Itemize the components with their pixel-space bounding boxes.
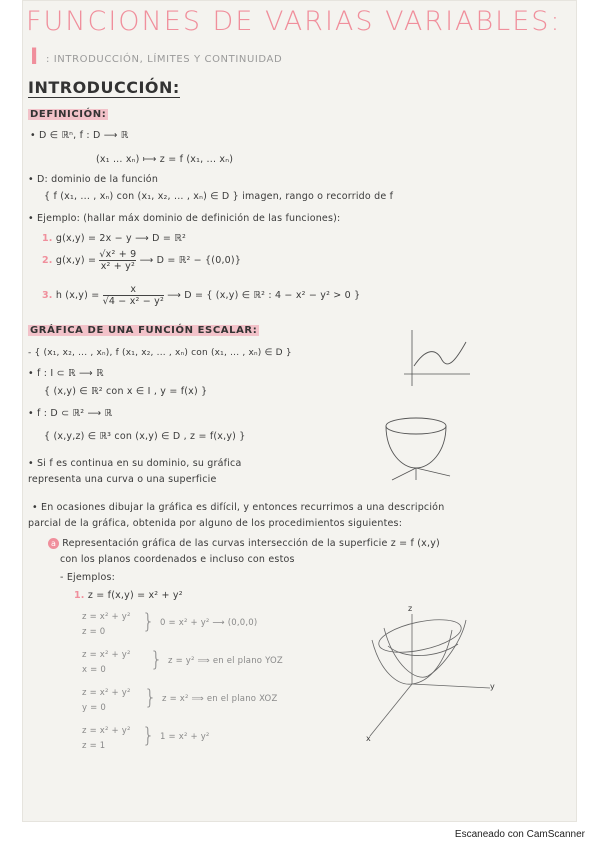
section-numeral: I <box>30 45 39 70</box>
example-3-denominator: √4 − x² − y² <box>102 296 164 307</box>
system-1-result: 0 = x² + y² ⟶ (0,0,0) <box>160 618 258 628</box>
example-1-text: g(x,y) = 2x − y ⟶ D = ℝ² <box>55 233 186 244</box>
example-function <box>74 590 183 601</box>
example-2-left: g(x,y) = <box>55 255 97 266</box>
example-function-text: z = f(x,y) = x² + y² <box>87 590 183 601</box>
scanner-watermark: Escaneado con CamScanner <box>454 829 585 840</box>
system-3-eq-1: z = x² + y² <box>82 688 131 698</box>
example-3-numerator: x <box>130 284 137 295</box>
procedure-a <box>48 538 440 549</box>
graph-line-7: representa una curva o una superficie <box>28 474 217 485</box>
axis-z-label: z <box>408 604 413 613</box>
example-2-denominator: x² + y² <box>100 261 135 272</box>
axis-x-label: x <box>366 734 371 743</box>
example-1-number: 1. <box>42 233 53 244</box>
graph-line-2: • f : I ⊂ ℝ ⟶ ℝ <box>28 368 104 379</box>
example-2-numerator: √x² + 9 <box>99 249 137 260</box>
system-1-eq-1: z = x² + y² <box>82 612 131 622</box>
example-1 <box>42 233 186 244</box>
system-2-result: z = y² ⟹ en el plano YOZ <box>168 656 283 666</box>
paragraph-line-1: • En ocasiones dibujar la gráfica es difícil, y entonces recurrimos a una descripción <box>32 502 445 513</box>
example-2-fraction <box>99 249 136 272</box>
paragraph-line-2: parcial de la gráfica, obtenida por alguno de los procedimientos siguientes: <box>28 518 403 529</box>
section-subtitle: : INTRODUCCIÓN, LÍMITES Y CONTINUIDAD <box>46 54 283 65</box>
intro-heading: INTRODUCCIÓN: <box>28 78 180 97</box>
system-4-result: 1 = x² + y² <box>160 732 210 742</box>
procedure-a-bubble: a <box>48 538 59 549</box>
domain-note: • D: dominio de la función <box>28 174 159 185</box>
notebook-page <box>22 0 577 822</box>
system-3-eq-2: y = 0 <box>82 703 106 713</box>
example-2-right: ⟶ D = ℝ² − {(0,0)} <box>139 255 242 266</box>
def-line-2: (x₁ ... xₙ) ⟼ z = f (x₁, ... xₙ) <box>96 154 234 165</box>
procedure-a-line-2: con los planos coordenados e incluso con estos <box>60 554 295 565</box>
example-3-left: h (x,y) = <box>55 290 100 301</box>
system-2-eq-1: z = x² + y² <box>82 650 131 660</box>
example-note: • Ejemplo: (hallar máx dominio de definición de las funciones): <box>28 213 341 224</box>
graph-line-6: • Si f es continua en su dominio, su gráfica <box>28 458 242 469</box>
graph-line-1: - { (x₁, x₂, ... , xₙ), f (x₁, x₂, ... , xₙ) con (x₁, ... , xₙ) ∈ D } <box>28 348 292 358</box>
procedure-a-line-1: Representación gráfica de las curvas intersección de la superficie z = f (x,y) <box>62 538 440 549</box>
def-line-1: • D ∈ ℝⁿ, f : D ⟶ ℝ <box>30 130 129 141</box>
system-3-brace: } <box>144 685 157 709</box>
curve-sketch <box>402 326 472 388</box>
example-3-fraction <box>103 284 164 307</box>
graph-line-3: { (x,y) ∈ ℝ² con x ∈ I , y = f(x) } <box>44 386 208 397</box>
definition-heading: DEFINICIÓN: <box>30 109 107 120</box>
system-2-brace: } <box>150 647 163 671</box>
system-3-result: z = x² ⟹ en el plano XOZ <box>162 694 278 704</box>
example-3-right: ⟶ D = { (x,y) ∈ ℝ² : 4 − x² − y² > 0 } <box>167 290 361 301</box>
system-4-eq-1: z = x² + y² <box>82 726 131 736</box>
examples-label: - Ejemplos: <box>60 572 116 583</box>
image-note: { f (x₁, ... , xₙ) con (x₁, x₂, ... , xₙ) ∈ D } imagen, rango o recorrido de f <box>44 191 394 202</box>
example-function-number: 1. <box>74 590 85 601</box>
system-4-brace: } <box>142 723 155 747</box>
example-3 <box>42 284 360 307</box>
graph-heading: GRÁFICA DE UNA FUNCIÓN ESCALAR: <box>30 325 258 336</box>
system-2-eq-2: x = 0 <box>82 665 106 675</box>
surface-sketch <box>378 412 458 482</box>
page-title: FUNCIONES DE VARIAS VARIABLES: <box>26 6 562 37</box>
example-2-number: 2. <box>42 255 53 266</box>
paraboloid-sketch <box>354 600 504 750</box>
system-4-eq-2: z = 1 <box>82 741 106 751</box>
graph-line-5: { (x,y,z) ∈ ℝ³ con (x,y) ∈ D , z = f(x,y) } <box>44 431 246 442</box>
system-1-eq-2: z = 0 <box>82 627 106 637</box>
example-3-number: 3. <box>42 290 53 301</box>
axis-y-label: y <box>490 682 495 691</box>
graph-line-4: • f : D ⊂ ℝ² ⟶ ℝ <box>28 408 113 419</box>
system-1-brace: } <box>142 609 155 633</box>
example-2 <box>42 249 241 272</box>
